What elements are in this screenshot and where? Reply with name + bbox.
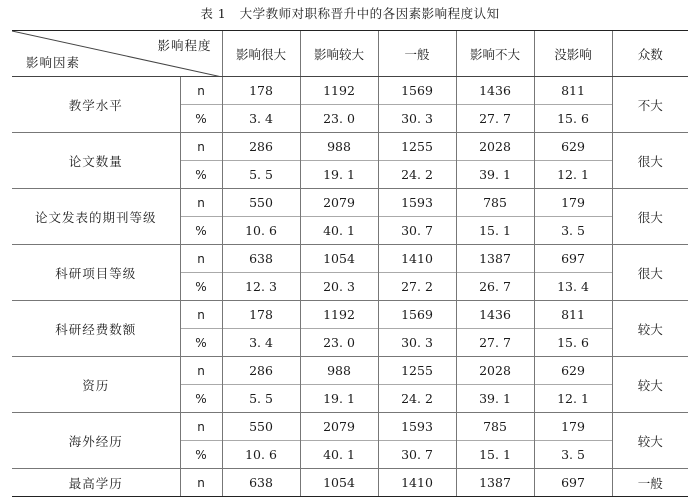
percent-cell: 3. 4 [222, 105, 300, 133]
count-cell: 629 [534, 133, 612, 161]
percent-cell: 30. 3 [378, 105, 456, 133]
factor-label: 科研项目等级 [12, 245, 180, 301]
stat-label-n: n [180, 189, 222, 217]
count-cell: 629 [534, 357, 612, 385]
percent-cell: 3. 5 [534, 441, 612, 469]
percent-cell: 3. 5 [534, 217, 612, 245]
stat-label-pct: % [180, 105, 222, 133]
percent-cell: 24. 2 [378, 385, 456, 413]
mode-cell: 很大 [612, 189, 688, 245]
table-caption [0, 4, 700, 22]
count-cell: 179 [534, 413, 612, 441]
count-cell: 1410 [378, 245, 456, 273]
count-cell: 1387 [456, 469, 534, 497]
count-cell: 1054 [300, 469, 378, 497]
count-cell: 811 [534, 77, 612, 105]
count-cell: 1255 [378, 357, 456, 385]
count-cell: 1410 [378, 469, 456, 497]
percent-cell: 19. 1 [300, 385, 378, 413]
table-row [12, 301, 688, 329]
count-cell: 1593 [378, 189, 456, 217]
stat-label-pct: % [180, 441, 222, 469]
factor-label: 海外经历 [12, 413, 180, 469]
stat-label-n: n [180, 413, 222, 441]
percent-cell: 27. 7 [456, 105, 534, 133]
percent-cell: 5. 5 [222, 161, 300, 189]
count-cell: 785 [456, 189, 534, 217]
count-cell: 286 [222, 133, 300, 161]
percent-cell: 23. 0 [300, 329, 378, 357]
mode-cell: 一般 [612, 469, 688, 497]
percent-cell: 12. 3 [222, 273, 300, 301]
percent-cell: 40. 1 [300, 217, 378, 245]
factor-label: 科研经费数额 [12, 301, 180, 357]
column-header: 影响很大 [222, 31, 300, 77]
count-cell: 286 [222, 357, 300, 385]
count-cell: 178 [222, 77, 300, 105]
percent-cell: 10. 6 [222, 217, 300, 245]
factor-label: 最高学历 [12, 469, 180, 497]
count-cell: 1569 [378, 301, 456, 329]
table-row [12, 469, 688, 497]
percent-cell: 40. 1 [300, 441, 378, 469]
caption-number: 表 1 [200, 6, 227, 21]
count-cell: 1436 [456, 301, 534, 329]
count-cell: 1192 [300, 301, 378, 329]
percent-cell: 15. 1 [456, 217, 534, 245]
percent-cell: 39. 1 [456, 161, 534, 189]
count-cell: 179 [534, 189, 612, 217]
mode-cell: 较大 [612, 413, 688, 469]
table-row [12, 77, 688, 105]
count-cell: 178 [222, 301, 300, 329]
caption-title: 大学教师对职称晋升中的各因素影响程度认知 [239, 6, 500, 21]
stat-label-n: n [180, 77, 222, 105]
percent-cell: 12. 1 [534, 385, 612, 413]
table-row [12, 245, 688, 273]
corner-header [12, 31, 222, 77]
stat-label-pct: % [180, 385, 222, 413]
count-cell: 988 [300, 357, 378, 385]
factor-label: 论文数量 [12, 133, 180, 189]
corner-top-label: 影响程度 [157, 38, 212, 53]
count-cell: 1192 [300, 77, 378, 105]
factor-label: 教学水平 [68, 97, 123, 113]
count-cell: 1054 [300, 245, 378, 273]
count-cell: 785 [456, 413, 534, 441]
data-table [12, 30, 688, 497]
percent-cell: 19. 1 [300, 161, 378, 189]
count-cell: 697 [534, 469, 612, 497]
factor-label: 资历 [12, 357, 180, 413]
percent-cell: 20. 3 [300, 273, 378, 301]
table-body [12, 77, 688, 497]
column-header: 影响较大 [300, 31, 378, 77]
stat-label-n: n [180, 357, 222, 385]
table-row [12, 133, 688, 161]
factor-label: 论文发表的期刊等级 [12, 189, 180, 245]
corner-bottom-label: 影响因素 [26, 55, 81, 70]
column-header: 影响不大 [456, 31, 534, 77]
table-row [12, 189, 688, 217]
percent-cell: 30. 3 [378, 329, 456, 357]
percent-cell: 13. 4 [534, 273, 612, 301]
percent-cell: 30. 7 [378, 217, 456, 245]
stat-label-n: n [180, 469, 222, 497]
header-row [12, 31, 688, 77]
stat-label-pct: % [180, 329, 222, 357]
percent-cell: 5. 5 [222, 385, 300, 413]
percent-cell: 30. 7 [378, 441, 456, 469]
count-cell: 1436 [456, 77, 534, 105]
table-row [12, 357, 688, 385]
count-cell: 638 [222, 469, 300, 497]
percent-cell: 3. 4 [222, 329, 300, 357]
count-cell: 550 [222, 189, 300, 217]
count-cell: 2079 [300, 413, 378, 441]
percent-cell: 15. 6 [534, 329, 612, 357]
count-cell: 1593 [378, 413, 456, 441]
count-cell: 697 [534, 245, 612, 273]
mode-cell: 较大 [612, 301, 688, 357]
table-row [12, 413, 688, 441]
percent-cell: 23. 0 [300, 105, 378, 133]
count-cell: 1255 [378, 133, 456, 161]
mode-cell: 较大 [612, 357, 688, 413]
mode-header: 众数 [612, 31, 688, 77]
count-cell: 811 [534, 301, 612, 329]
mode-cell: 很大 [612, 133, 688, 189]
percent-cell: 24. 2 [378, 161, 456, 189]
percent-cell: 15. 6 [534, 105, 612, 133]
count-cell: 988 [300, 133, 378, 161]
count-cell: 2028 [456, 133, 534, 161]
percent-cell: 27. 7 [456, 329, 534, 357]
percent-cell: 39. 1 [456, 385, 534, 413]
percent-cell: 10. 6 [222, 441, 300, 469]
count-cell: 1569 [378, 77, 456, 105]
count-cell: 1387 [456, 245, 534, 273]
stat-label-n: n [180, 301, 222, 329]
percent-cell: 27. 2 [378, 273, 456, 301]
stat-label-n: n [180, 245, 222, 273]
count-cell: 550 [222, 413, 300, 441]
stat-label-pct: % [180, 161, 222, 189]
percent-cell: 12. 1 [534, 161, 612, 189]
stat-label-n: n [180, 133, 222, 161]
mode-cell: 很大 [612, 245, 688, 301]
percent-cell: 15. 1 [456, 441, 534, 469]
count-cell: 2028 [456, 357, 534, 385]
count-cell: 638 [222, 245, 300, 273]
mode-cell: 不大 [612, 77, 688, 133]
stat-label-pct: % [180, 217, 222, 245]
stat-label-pct: % [180, 273, 222, 301]
column-header: 没影响 [534, 31, 612, 77]
column-header: 一般 [378, 31, 456, 77]
percent-cell: 26. 7 [456, 273, 534, 301]
count-cell: 2079 [300, 189, 378, 217]
